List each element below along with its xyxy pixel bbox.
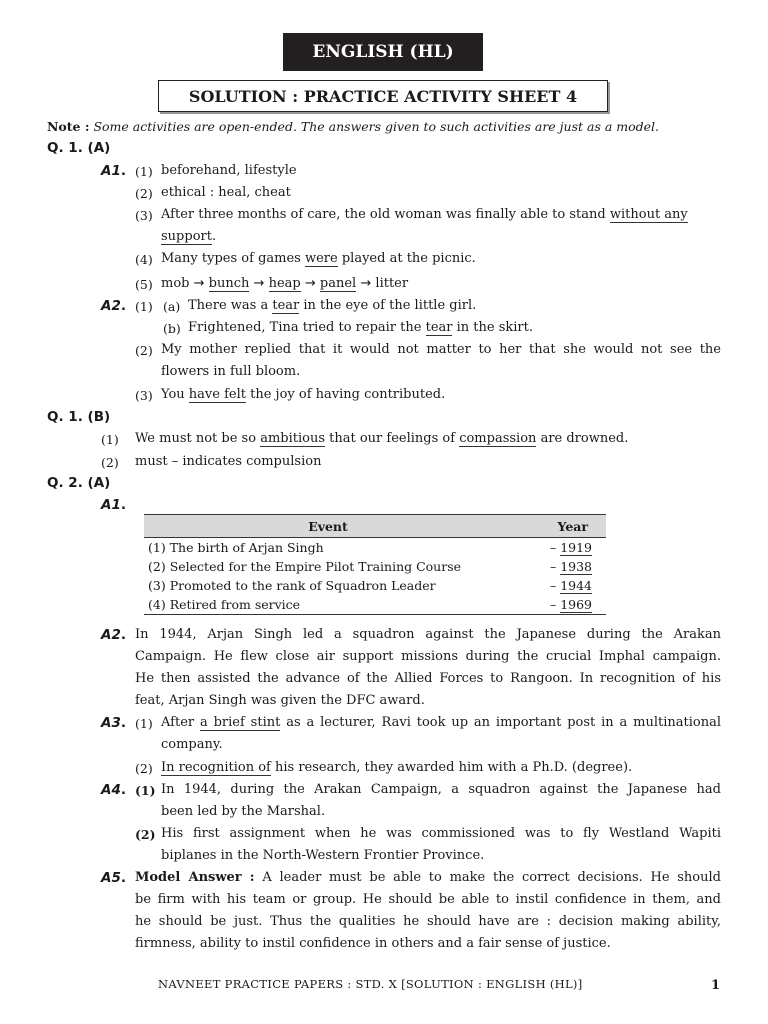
underline: tear (272, 298, 300, 313)
year-cell: – 1919 (549, 540, 592, 555)
q1a-a1-num-5: (5) (135, 277, 153, 292)
page-title (283, 33, 483, 71)
q2a-a4-num-2: (2) (135, 827, 156, 842)
q1a-a1-label: A1. (101, 163, 126, 179)
table-row (144, 538, 606, 558)
q2a-a4-text-2: His first assignment when he was commissioned was to fly Westland Wapiti (161, 826, 721, 841)
underline: compassion (459, 431, 537, 446)
underline: a brief stint (199, 715, 281, 730)
q1b-num-1: (1) (101, 432, 119, 447)
note (47, 119, 659, 134)
q1a-a2-num-3: (3) (135, 388, 153, 403)
q2a-a2-line-4: feat, Arjan Singh was given the DFC award. (135, 693, 425, 708)
q1a-a1-num-4: (4) (135, 252, 153, 267)
q1a-a2-num-2: (2) (135, 343, 153, 358)
underline: were (304, 251, 338, 266)
col-event: Event (144, 515, 512, 538)
q2a-a5-line-2: be firm with his team or group. He should be able to instil confidence in them, and (135, 892, 721, 907)
q2a-a2-line-2: Campaign. He flew close air support missions during the crucial Imphal campaign. (135, 649, 721, 664)
q1a-a1-text-3: After three months of care, the old woman was finally able to stand without any (161, 207, 688, 222)
q2a-a3-num-1: (1) (135, 716, 153, 731)
underline: bunch (208, 276, 250, 291)
q1a-a1-text-2: ethical : heal, cheat (161, 185, 291, 200)
q2a-a2-label: A2. (101, 627, 126, 643)
event-cell: (3) Promoted to the rank of Squadron Leader (148, 578, 436, 593)
year-cell: – 1938 (549, 559, 592, 574)
q2a-a4-label: A4. (101, 782, 126, 798)
q2a-a4-text-2b: biplanes in the North-Western Frontier Province. (161, 848, 485, 863)
event-cell: (1) The birth of Arjan Singh (148, 540, 324, 555)
q2a-a2-line-3: He then assisted the advance of the Allied Forces to Rangoon. In recognition of his (135, 671, 721, 686)
q1a-a1-text-3b: support. (161, 229, 217, 244)
event-cell: (2) Selected for the Empire Pilot Training Course (148, 559, 462, 574)
underline: have felt (188, 387, 246, 402)
q1b-num-2: (2) (101, 455, 119, 470)
q2a-heading: Q. 2. (A) (47, 475, 111, 491)
col-year: Year (512, 515, 606, 538)
underline: without any (609, 207, 688, 222)
underline: In recognition of (161, 760, 271, 775)
subtitle-text: SOLUTION : PRACTICE ACTIVITY SHEET 4 (188, 86, 578, 106)
events-table (144, 514, 606, 615)
page-subtitle (158, 80, 608, 112)
note-label: Note : (47, 119, 90, 134)
q2a-a5-line-3: he should be just. Thus the qualities he should have are : decision making ability, (135, 914, 721, 929)
underline: support (161, 229, 212, 244)
table-row (144, 576, 606, 595)
table-row (144, 595, 606, 615)
year-cell: – 1944 (549, 578, 592, 593)
q1a-a2-sub-b: (b) (163, 321, 181, 336)
q2a-a4-text-1: In 1944, during the Arakan Campaign, a squadron against the Japanese had (161, 782, 721, 797)
q1a-heading: Q. 1. (A) (47, 140, 111, 156)
q2a-a4-text-1b: been led by the Marshal. (161, 804, 326, 819)
q2a-a1-label: A1. (101, 497, 126, 513)
q1a-a1-num-1: (1) (135, 164, 153, 179)
underline: heap (268, 276, 301, 291)
q1b-text-1: We must not be so ambitious that our feelings of compassion are drowned. (135, 431, 629, 446)
q2a-a5-line-1: Model Answer : A leader must be able to make the correct decisions. He should (135, 870, 721, 885)
year-cell: – 1969 (512, 595, 606, 615)
q2a-a3-label: A3. (101, 715, 126, 731)
title-text: ENGLISH (HL) (312, 42, 454, 62)
underline: ambitious (260, 431, 326, 446)
underline: tear (425, 320, 453, 335)
q1a-a2-text-2: My mother replied that it would not matter to her that she would not see the (161, 342, 721, 357)
q2a-a3-text-1b: company. (161, 737, 223, 752)
table-row (144, 557, 606, 576)
q1b-heading: Q. 1. (B) (47, 409, 111, 425)
q2a-a4-num-1: (1) (135, 783, 156, 798)
page-footer: NAVNEET PRACTICE PAPERS : STD. X [SOLUTION : ENGLISH (HL)] (158, 977, 583, 991)
q1a-a1-text-5: mob → bunch → heap → panel → litter (161, 276, 409, 291)
model-answer-label: Model Answer : (135, 870, 255, 885)
note-text: Some activities are open-ended. The answers given to such activities are just as a model. (93, 119, 660, 134)
q1a-a1-text-4: Many types of games were played at the picnic. (161, 251, 476, 266)
q1a-a2-text-1b: Frightened, Tina tried to repair the tear in the skirt. (188, 320, 533, 335)
underline: panel (319, 276, 357, 291)
q1a-a2-num-1: (1) (135, 299, 153, 314)
q1a-a1-num-2: (2) (135, 186, 153, 201)
q2a-a3-text-2: In recognition of his research, they awarded him with a Ph.D. (degree). (161, 760, 633, 775)
q1a-a2-text-2b: flowers in full bloom. (161, 364, 301, 379)
page-number: 1 (711, 978, 721, 993)
q1a-a2-label: A2. (101, 298, 126, 314)
q2a-a3-text-1: After a brief stint as a lecturer, Ravi took up an important post in a multinational (161, 715, 721, 730)
q1b-text-2: must – indicates compulsion (135, 454, 322, 469)
q2a-a3-num-2: (2) (135, 761, 153, 776)
q2a-a2-line-1: In 1944, Arjan Singh led a squadron against the Japanese during the Arakan (135, 627, 721, 642)
q1a-a2-sub-a: (a) (163, 299, 181, 314)
q1a-a1-text-1: beforehand, lifestyle (161, 163, 297, 178)
q1a-a1-num-3: (3) (135, 208, 153, 223)
q2a-a5-label: A5. (101, 870, 126, 886)
event-cell: (4) Retired from service (144, 595, 512, 615)
q2a-a5-line-4: firmness, ability to instil confidence in others and a fair sense of justice. (135, 936, 611, 951)
q1a-a2-text-3: You have felt the joy of having contributed. (161, 387, 446, 402)
q1a-a2-text-1a: There was a tear in the eye of the little girl. (188, 298, 477, 313)
table-header-row (144, 515, 606, 538)
